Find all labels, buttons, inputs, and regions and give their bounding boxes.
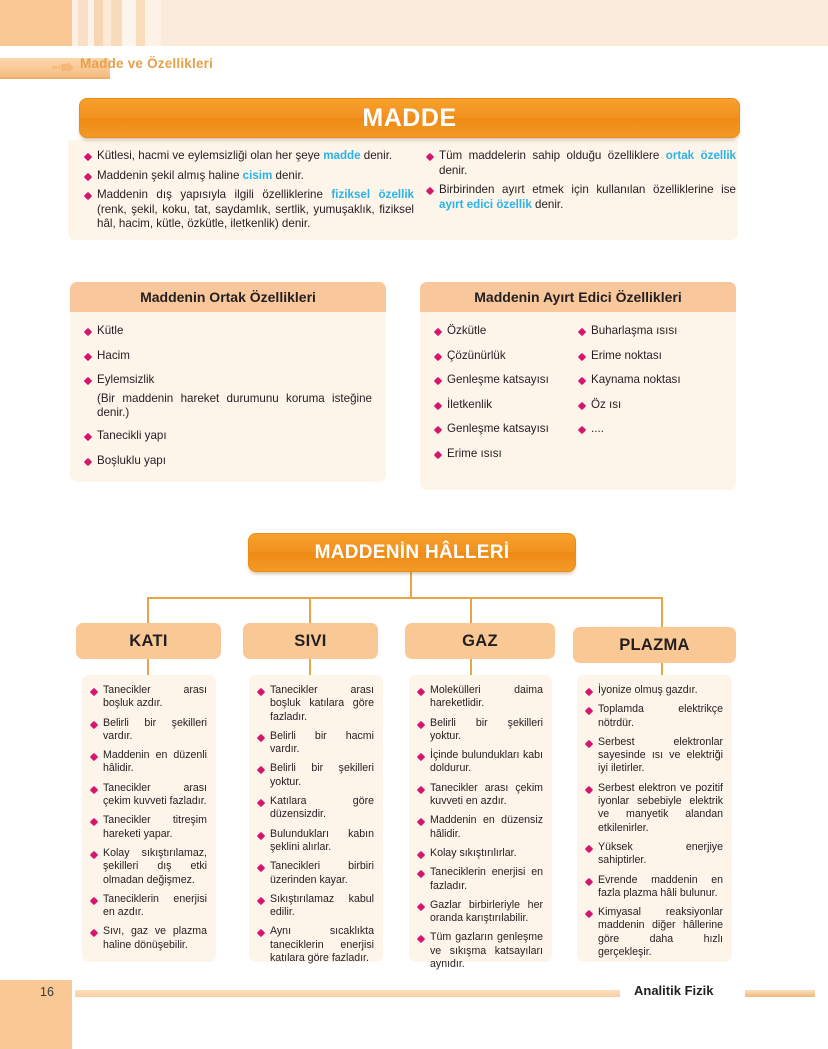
list-item: Hacim [84, 349, 372, 364]
list-item: Kolay sıkıştırılamaz, şekilleri dış etki olmadan değişmez. [90, 847, 207, 887]
breadcrumb-title: Madde ve Özellikleri [80, 56, 214, 71]
state-body-sivi [249, 675, 383, 965]
stripe-2 [78, 0, 88, 46]
state-body-kati [82, 675, 216, 962]
list-item: İçinde bulundukları kabı doldurur. [417, 749, 543, 776]
list-item: Kütle [84, 324, 372, 339]
ayirt-edici-ozellikler-title: Maddenin Ayırt Edici Özellikleri [420, 282, 736, 312]
list-item: Tanecikler arası çekim kuvveti fazladır. [90, 782, 207, 809]
list-item: Sıkıştırılamaz kabul edilir. [257, 893, 374, 920]
list-item: Maddenin şekil almış haline cisim denir. [84, 169, 414, 184]
list-item: Belirli bir şekilleri yoktur. [257, 762, 374, 789]
list-item: Öz ısı [578, 398, 722, 413]
list-item: Buharlaşma ısısı [578, 324, 722, 339]
list-item: Taneciklerin enerjisi en fazladır. [417, 866, 543, 893]
state-header-sivi: SIVI [243, 623, 378, 659]
list-item: Serbest elektron ve pozitif iyonlar sebebiyle elektrik ve manyetik alandan etkilenirler. [585, 782, 723, 835]
left-margin-bar [0, 46, 72, 1049]
ortak-ozellikler-title: Maddenin Ortak Özellikleri [70, 282, 386, 312]
list-item: Aynı sıcaklıkta taneciklerin enerjisi katılara göre fazladır. [257, 925, 374, 965]
ortak-ozellikler-body [70, 312, 386, 482]
stripe-4 [94, 0, 103, 46]
list-item: Erime noktası [578, 349, 722, 364]
list-item: Tanecikli yapı [84, 429, 372, 444]
list-item: Gazlar birbirleriyle her oranda karıştırılabilir. [417, 899, 543, 926]
list-item: .... [578, 422, 722, 437]
list-item: İyonize olmuş gazdır. [585, 684, 723, 697]
ayirt-col-left [434, 324, 578, 472]
list-item: Tanecikleri birbiri üzerinden kayar. [257, 860, 374, 887]
list-item: Kütlesi, hacmi ve eylemsizliği olan her şeye madde denir. [84, 149, 414, 164]
list-item: Genleşme katsayısı [434, 373, 578, 388]
decorative-top-band [0, 0, 828, 46]
list-item: Özkütle [434, 324, 578, 339]
madde-body-panel [68, 140, 738, 240]
maddenin-halleri-title: MADDENİN HÂLLERİ [314, 542, 510, 563]
ortak-ozellikler-note: (Bir maddenin hareket durumunu koruma isteğine denir.) [97, 391, 372, 420]
list-item: Tanecikler titreşim hareketi yapar. [90, 814, 207, 841]
list-item: Tanecikler arası çekim kuvveti en azdır. [417, 782, 543, 809]
list-item: İletkenlik [434, 398, 578, 413]
list-item: Taneciklerin enerjisi en azdır. [90, 893, 207, 920]
madde-title-bar [79, 98, 740, 138]
state-body-plazma [577, 675, 732, 962]
connector-horizontal [147, 597, 663, 599]
footer-rule-right [745, 990, 815, 997]
ortak-ozellikler-panel [70, 282, 386, 482]
page-number: 16 [40, 985, 54, 999]
list-item: Toplamda elektrikçe nötrdür. [585, 703, 723, 730]
state-header-plazma: PLAZMA [573, 627, 736, 663]
breadcrumb [0, 56, 828, 84]
list-item: Eylemsizlik [84, 373, 372, 388]
ayirt-edici-ozellikler-body [420, 312, 736, 490]
list-item: Erime ısısı [434, 447, 578, 462]
stripe-8 [136, 0, 145, 46]
right-arrow-icon [52, 62, 74, 73]
madde-right-column [426, 149, 736, 217]
list-item: Tüm maddelerin sahip olduğu özelliklere ortak özellik denir. [426, 149, 736, 178]
state-header-kati: KATI [76, 623, 221, 659]
state-body-gaz [409, 675, 552, 971]
stripe-9 [145, 0, 161, 46]
list-item: Çözünürlük [434, 349, 578, 364]
list-item: Maddenin en düzensiz hâlidir. [417, 814, 543, 841]
list-item: Genleşme katsayısı [434, 422, 578, 437]
connector-trunk [410, 572, 412, 598]
left-bottom-accent-block [0, 980, 72, 1049]
stripe-6 [111, 0, 122, 46]
madde-left-column [84, 149, 414, 237]
madde-title: MADDE [362, 104, 457, 132]
ayirt-col-right [578, 324, 722, 472]
list-item: Yüksek enerjiye sahiptirler. [585, 841, 723, 868]
list-item: Boşluklu yapı [84, 454, 372, 469]
list-item: Maddenin dış yapısıyla ilgili özelliklerine fiziksel özellik (renk, şekil, koku, tat, saydamlık, sertlik, yumuşaklık, fiziksel hâl, hacim, kütle, özkütle, iletkenlik) denir. [84, 188, 414, 232]
list-item: Tüm gazların genleşme ve sıkışma katsayıları aynıdır. [417, 931, 543, 971]
footer-brand: Analitik Fizik [634, 983, 714, 998]
list-item: Evrende maddenin en fazla plazma hâli bulunur. [585, 874, 723, 901]
list-item: Bulundukları kabın şeklini alırlar. [257, 828, 374, 855]
list-item: Katılara göre düzensizdir. [257, 795, 374, 822]
list-item: Molekülleri daima hareketlidir. [417, 684, 543, 711]
list-item: Birbirinden ayırt etmek için kullanılan özelliklerine ise ayırt edici özellik denir. [426, 183, 736, 212]
list-item: Kaynama noktası [578, 373, 722, 388]
stripe-5 [103, 0, 111, 46]
list-item: Belirli bir hacmi vardır. [257, 730, 374, 757]
list-item: Sıvı, gaz ve plazma haline dönüşebilir. [90, 925, 207, 952]
list-item: Belirli bir şekilleri vardır. [90, 717, 207, 744]
list-item: Maddenin en düzenli hâlidir. [90, 749, 207, 776]
list-item: Tanecikler arası boşluk katılara göre fazladır. [257, 684, 374, 724]
stripe-7 [122, 0, 136, 46]
top-left-color-block [0, 0, 72, 46]
list-item: Serbest elektronlar sayesinde ısı ve elektriği iyi iletirler. [585, 736, 723, 776]
maddenin-halleri-title-bar [248, 533, 576, 572]
ayirt-edici-ozellikler-panel [420, 282, 736, 490]
footer-rule-left [75, 990, 620, 997]
state-header-gaz: GAZ [405, 623, 555, 659]
list-item: Kimyasal reaksiyonlar maddenin diğer hâllerine göre daha hızlı gerçekleşir. [585, 906, 723, 959]
list-item: Tanecikler arası boşluk azdır. [90, 684, 207, 711]
list-item: Belirli bir şekilleri yoktur. [417, 717, 543, 744]
list-item: Kolay sıkıştırılırlar. [417, 847, 543, 860]
